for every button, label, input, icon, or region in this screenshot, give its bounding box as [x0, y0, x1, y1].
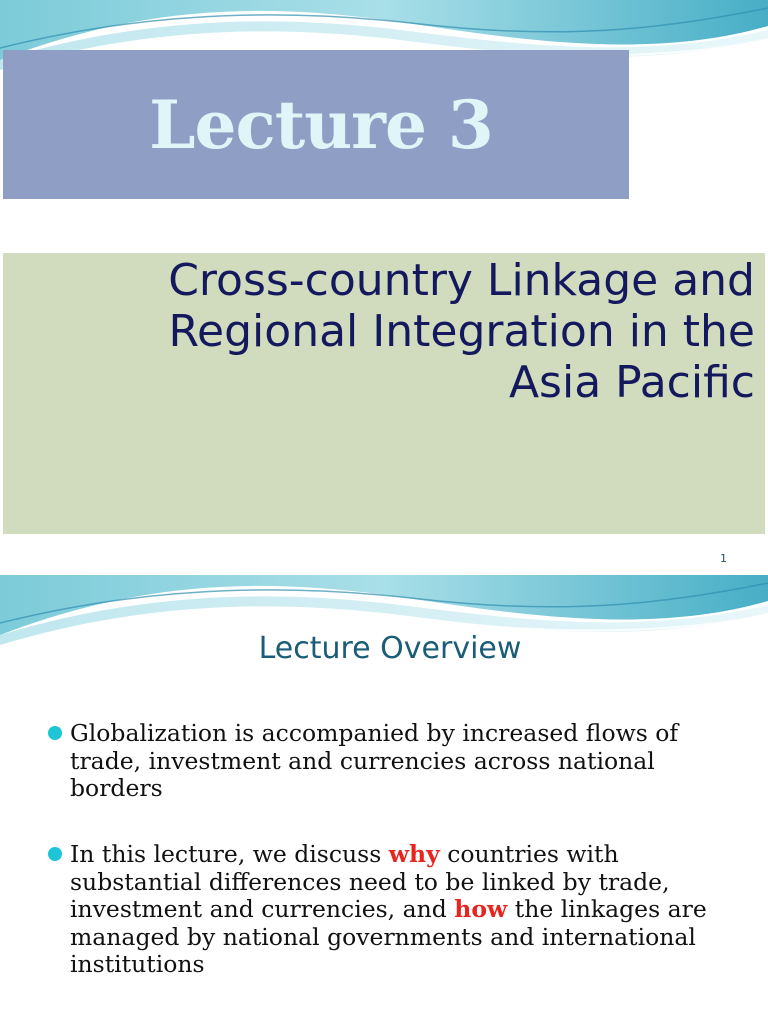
- slide-subtitle: Cross-country Linkage and Regional Integration in the Asia Pacific: [168, 255, 755, 408]
- bullet-text-part: the linkages are managed by national governments and international institutions: [70, 895, 707, 978]
- highlight-why: why: [388, 840, 440, 868]
- bullet-text: Globalization is accompanied by increased flows of trade, investment and currencies across national borders: [70, 719, 679, 802]
- bullet-text-part: countries with substantial differences need to be linked by trade, investment and currencies, and: [70, 840, 670, 923]
- round-bullet-icon: [48, 847, 62, 861]
- title-box: [3, 50, 629, 199]
- slide-title: Lecture 3: [149, 85, 493, 164]
- page-number: 1: [720, 552, 727, 565]
- highlight-how: how: [454, 895, 508, 923]
- round-bullet-icon: [48, 726, 62, 740]
- list-item: [48, 841, 748, 979]
- bullet-text-part: In this lecture, we discuss: [70, 840, 389, 868]
- bullet-list: [0, 575, 768, 1024]
- slide-2: [0, 575, 768, 1024]
- overview-title: Lecture Overview: [258, 631, 522, 666]
- list-item: [48, 720, 748, 803]
- bullet-text: [70, 841, 748, 979]
- subtitle-box: [3, 253, 765, 534]
